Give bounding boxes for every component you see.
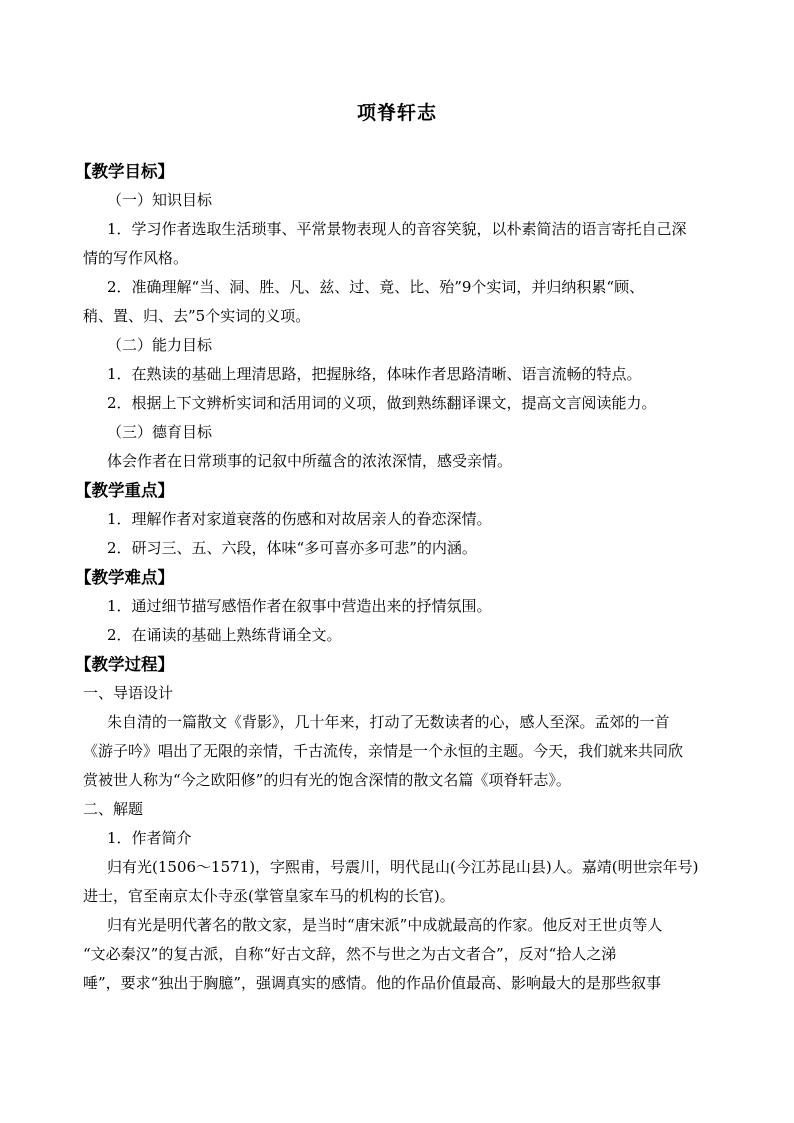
knowledge-goal-2-line-1: 2．准确理解“当、洞、胜、凡、兹、过、竟、比、殆”9个实词，并归纳积累“顾、 xyxy=(107,278,645,296)
author-paragraph-2-line-1: 归有光是明代著名的散文家，是当时“唐宋派”中成就最高的作家。他反对王世贞等人 xyxy=(107,916,663,934)
ability-goal-2: 2．根据上下文辨析实词和活用词的义项，做到熟练翻译课文，提高文言阅读能力。 xyxy=(107,394,657,412)
teaching-focus-2: 2．研习三、五、六段，体味“多可喜亦多可悲”的内涵。 xyxy=(107,539,477,557)
ability-goals-heading: （二）能力目标 xyxy=(107,336,213,354)
author-paragraph-1-line-2: 进士，官至南京太仆寺丞(掌管皇家车马的机构的长官)。 xyxy=(83,887,455,905)
author-paragraph-2-line-3: 唾”，要求“独出于胸臆”，强调真实的感情。他的作品价值最高、影响最大的是那些叙事 xyxy=(83,974,662,992)
knowledge-goals-heading: （一）知识目标 xyxy=(107,191,213,209)
explain-title-heading: 二、解题 xyxy=(83,800,144,818)
knowledge-goal-1-line-1: 1．学习作者选取生活琐事、平常景物表现人的音容笑貌，以朴素简洁的语言寄托自己深 xyxy=(107,220,687,238)
moral-goals-heading: （三）德育目标 xyxy=(107,423,213,441)
intro-design-heading: 一、导语设计 xyxy=(83,684,174,702)
teaching-process-heading: 【教学过程】 xyxy=(75,655,174,674)
teaching-difficulty-1: 1．通过细节描写感悟作者在叙事中营造出来的抒情氛围。 xyxy=(107,597,492,615)
moral-goal-1: 体会作者在日常琐事的记叙中所蕴含的浓浓深情，感受亲情。 xyxy=(107,452,513,470)
teaching-difficulty-heading: 【教学难点】 xyxy=(75,568,174,587)
teaching-goals-heading: 【教学目标】 xyxy=(75,162,174,181)
intro-paragraph-line-3: 赏被世人称为“今之欧阳修”的归有光的饱含深情的散文名篇《项脊轩志》。 xyxy=(83,771,571,789)
document-title: 项脊轩志 xyxy=(356,102,437,124)
ability-goal-1: 1．在熟读的基础上理清思路，把握脉络，体味作者思路清晰、语言流畅的特点。 xyxy=(107,365,642,383)
document-body xyxy=(75,157,723,998)
intro-paragraph-line-2: 《游子吟》唱出了无限的亲情，千古流传，亲情是一个永恒的主题。今天，我们就来共同欣 xyxy=(83,742,684,760)
teaching-focus-heading: 【教学重点】 xyxy=(75,481,174,500)
author-intro-heading: 1．作者简介 xyxy=(107,829,192,847)
teaching-focus-1: 1．理解作者对家道衰落的伤感和对故居亲人的眷恋深情。 xyxy=(107,510,492,528)
knowledge-goal-1-line-2: 情的写作风格。 xyxy=(83,249,189,267)
author-paragraph-1-line-1: 归有光(1506～1571)，字熙甫，号震川，明代昆山(今江苏昆山县)人。嘉靖(明世宗年号) xyxy=(107,858,699,876)
intro-paragraph-line-1: 朱自清的一篇散文《背影》，几十年来，打动了无数读者的心，感人至深。孟郊的一首 xyxy=(107,713,670,731)
teaching-difficulty-2: 2．在诵读的基础上熟练背诵全文。 xyxy=(107,626,342,644)
knowledge-goal-2-line-2: 稍、置、归、去”5个实词的义项。 xyxy=(83,307,311,325)
author-paragraph-2-line-2: “文必秦汉”的复古派，自称“好古文辞，然不与世之为古文者合”，反对“拾人之涕 xyxy=(83,945,617,963)
